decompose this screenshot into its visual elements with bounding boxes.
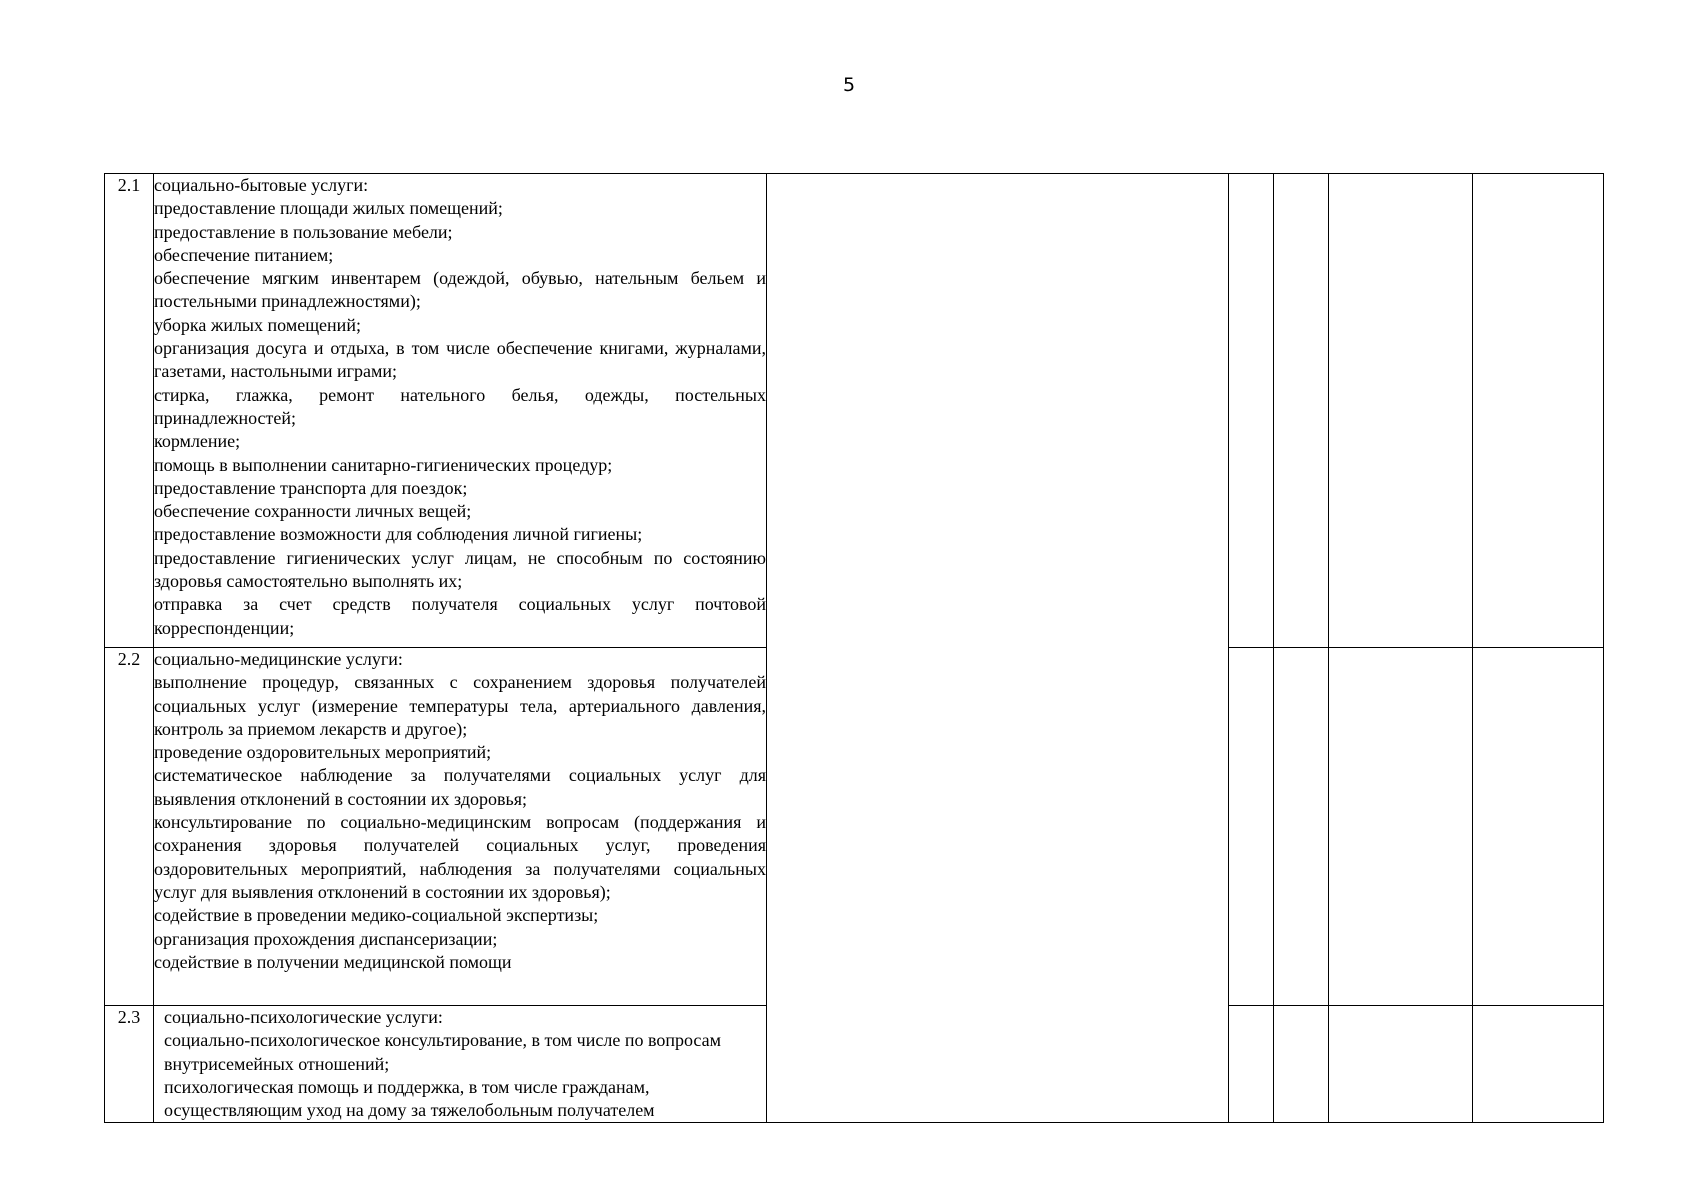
service-item: обеспечение сохранности личных вещей;: [154, 501, 472, 522]
services-table: [104, 173, 1604, 1123]
table-row: [105, 174, 1604, 648]
service-category: социально-медицинские услуги:: [154, 649, 403, 669]
service-item: предоставление гигиенических услуг лицам, не способным по состоянию здоровья самостоятельно выполнять их;: [154, 547, 766, 592]
row-number: 2.3: [105, 1006, 154, 1123]
service-item: систематическое наблюдение за получателями социальных услуг для выявления отклонений в состоянии их здоровья;: [154, 765, 766, 809]
page-number: 5: [842, 74, 856, 96]
empty-cell: [1229, 1006, 1274, 1123]
service-item: содействие в получении медицинской помощи: [154, 951, 512, 972]
service-item: предоставление площади жилых помещений;: [154, 198, 503, 219]
service-item: проведение оздоровительных мероприятий;: [154, 742, 492, 763]
service-item: уборка жилых помещений;: [154, 314, 361, 335]
empty-cell: [1274, 1006, 1329, 1123]
service-item: предоставление транспорта для поездок;: [154, 477, 468, 498]
service-item: предоставление в пользование мебели;: [154, 221, 453, 242]
service-category: социально-психологические услуги:: [164, 1007, 443, 1027]
service-description: [154, 174, 767, 648]
empty-cell: [1473, 1006, 1604, 1123]
service-item: организация досуга и отдыха, в том числе обеспечение книгами, журналами, газетами, настольными играми;: [154, 338, 766, 382]
empty-cell: [1274, 174, 1329, 648]
service-item: предоставление возможности для соблюдения личной гигиены;: [154, 524, 643, 545]
empty-cell: [1329, 174, 1473, 648]
service-item: психологическая помощь и поддержка, в том числе гражданам, осуществляющим уход на дому за тяжелобольным получателем: [164, 1076, 655, 1121]
service-item: обеспечение мягким инвентарем (одеждой, обувью, нательным бельем и постельными принадлежностями);: [154, 268, 766, 312]
empty-cell: [1329, 648, 1473, 1006]
service-description: [154, 1006, 767, 1123]
empty-cell: [1229, 648, 1274, 1006]
service-item: организация прохождения диспансеризации;: [154, 928, 498, 949]
empty-cell: [1473, 648, 1604, 1006]
service-item: консультирование по социально-медицинским вопросам (поддержания и сохранения здоровья получателей социальных услуг, проведения оздоровительных мероприятий, наблюдения за получателями социальных услуг для выявления отклонений в состоянии их здоровья);: [154, 812, 766, 902]
service-category: социально-бытовые услуги:: [154, 175, 369, 195]
empty-cell: [1473, 174, 1604, 648]
row-number: 2.2: [105, 648, 154, 1006]
row-number: 2.1: [105, 174, 154, 648]
empty-cell: [1274, 648, 1329, 1006]
service-item: стирка, глажка, ремонт нательного белья, одежды, постельных принадлежностей;: [154, 384, 766, 428]
empty-cell: [1229, 174, 1274, 648]
service-item: отправка за счет средств получателя социальных услуг почтовой корреспонденции;: [154, 594, 766, 638]
service-item: содействие в проведении медико-социальной экспертизы;: [154, 905, 599, 926]
service-item: кормление;: [154, 431, 241, 452]
service-description: [154, 648, 767, 1006]
service-item: выполнение процедур, связанных с сохранением здоровья получателей социальных услуг (измерение температуры тела, артериального давления, контроль за приемом лекарств и другое);: [154, 672, 766, 739]
empty-cell: [1329, 1006, 1473, 1123]
service-item: обеспечение питанием;: [154, 244, 334, 265]
service-item: социально-психологическое консультирование, в том числе по вопросам внутрисемейных отношений;: [164, 1030, 722, 1074]
service-item: помощь в выполнении санитарно-гигиенических процедур;: [154, 454, 613, 475]
empty-cell: [767, 174, 1229, 1123]
